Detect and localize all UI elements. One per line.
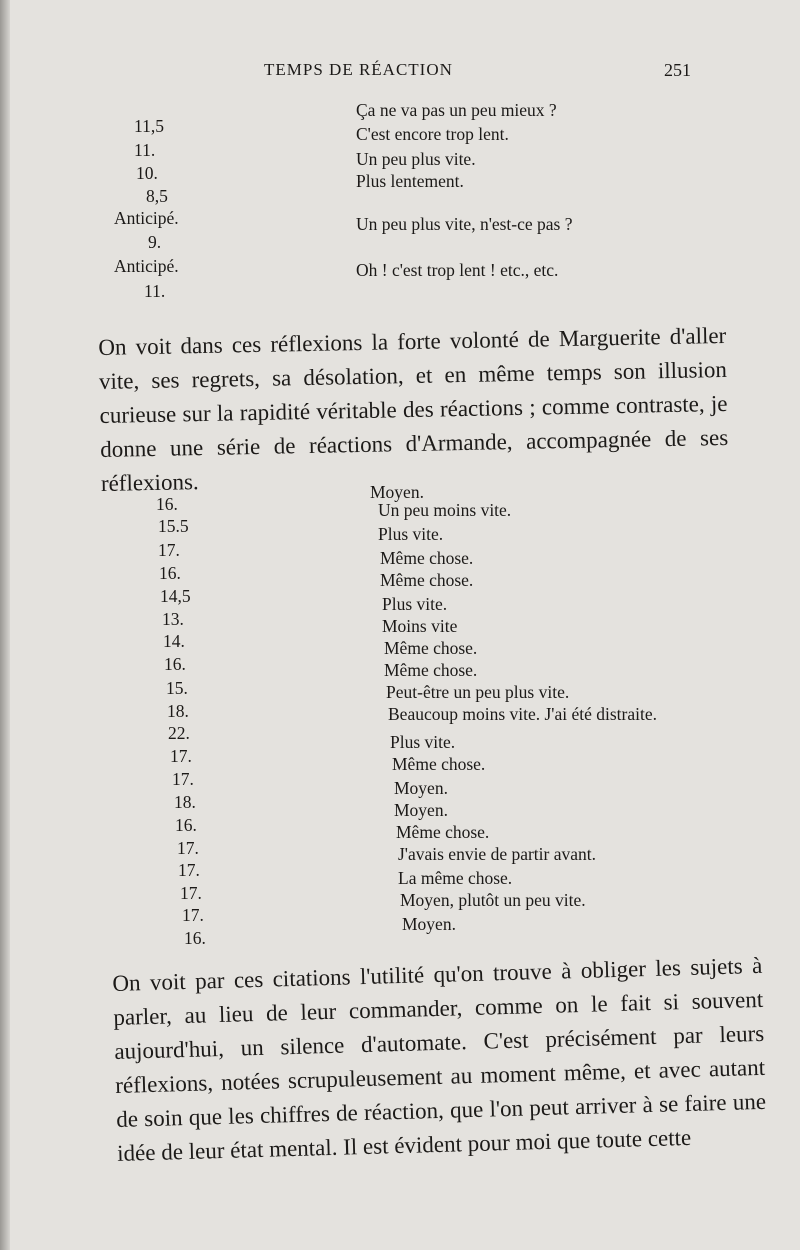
page-header — [0, 60, 800, 90]
remark: Même chose. — [380, 548, 474, 568]
remark: Moyen. — [402, 914, 456, 934]
remark: Même chose. — [392, 754, 486, 774]
reaction-time: 16. — [159, 563, 181, 583]
remark: Même chose. — [384, 660, 478, 680]
reaction-time: 11. — [144, 281, 166, 301]
reaction-time: 14. — [163, 631, 185, 651]
reaction-time: 18. — [167, 701, 189, 721]
reaction-time: 16. — [156, 494, 178, 514]
remark: Même chose. — [396, 822, 490, 842]
reaction-time: 17. — [170, 746, 192, 766]
reaction-time: 15. — [166, 678, 188, 698]
remark: La même chose. — [398, 868, 513, 888]
remark: C'est encore trop lent. — [356, 124, 509, 144]
reaction-time: 9. — [148, 232, 162, 252]
reaction-time: 16. — [175, 815, 197, 835]
remark: Moyen. — [370, 482, 424, 502]
remark: Moyen, plutôt un peu vite. — [400, 890, 586, 910]
paragraph-marguerite-commentary: On voit dans ces réflexions la forte volonté de Marguerite d'aller vite, ses regrets, sa désolation, et en même temps son illusion curieuse sur la rapidité véritable des réactions ; comme contraste, je donne une série de réactions d'Armande, accompagnée de ses réflexions. — [98, 322, 729, 496]
remark: Un peu plus vite, n'est-ce pas ? — [356, 214, 573, 234]
remark: Moyen. — [394, 778, 448, 798]
remark: Oh ! c'est trop lent ! etc., etc. — [356, 260, 559, 280]
remark: Plus vite. — [390, 732, 456, 752]
paragraph-conclusion: On voit par ces citations l'utilité qu'on trouve à obliger les sujets à parler, au lieu de leur commander, comme on le fait si souvent aujourd'hui, un silence d'automate. C'est précisément par leurs réflexions, notées scrupuleusement au moment même, et avec autant de soin que les chiffres de réaction, que l'on peut arriver à se faire une idée de leur état mental. Il est évident pour moi que toute cette — [112, 952, 767, 1166]
reaction-time: 17. — [178, 860, 200, 880]
reaction-time: 8,5 — [146, 186, 168, 206]
remark: J'avais envie de partir avant. — [398, 844, 597, 864]
binding-gutter — [0, 0, 10, 1250]
remark: Peut-être un peu plus vite. — [386, 682, 570, 702]
reaction-time: 11. — [134, 140, 156, 160]
reaction-time: 15.5 — [158, 516, 189, 536]
remark: Moins vite — [382, 616, 458, 636]
reaction-time: 22. — [168, 723, 190, 743]
remark: Même chose. — [384, 638, 478, 658]
remark: Beaucoup moins vite. J'ai été distraite. — [388, 704, 657, 724]
reaction-time: Anticipé. — [114, 256, 179, 276]
reaction-time: 10. — [136, 163, 158, 183]
reaction-time: 13. — [162, 609, 184, 629]
reaction-time: 18. — [174, 792, 196, 812]
reaction-time: 17. — [177, 838, 199, 858]
reaction-time: 17. — [172, 769, 194, 789]
reaction-time: Anticipé. — [114, 208, 179, 228]
remark: Moyen. — [394, 800, 448, 820]
running-title: TEMPS DE RÉACTION — [264, 60, 453, 79]
reaction-time: 11,5 — [134, 116, 164, 136]
reaction-time: 17. — [158, 540, 180, 560]
remark: Plus lentement. — [356, 171, 464, 191]
remark: Plus vite. — [382, 594, 448, 614]
reaction-time: 16. — [184, 928, 206, 948]
reaction-time: 16. — [164, 654, 186, 674]
remark: Plus vite. — [378, 524, 444, 544]
remark: Ça ne va pas un peu mieux ? — [356, 100, 557, 120]
reaction-time: 17. — [182, 905, 204, 925]
page-number: 251 — [664, 60, 691, 80]
reaction-time: 14,5 — [160, 586, 191, 606]
remark: Un peu plus vite. — [356, 149, 476, 169]
reaction-time: 17. — [180, 883, 202, 903]
remark: Un peu moins vite. — [378, 500, 512, 520]
remark: Même chose. — [380, 570, 474, 590]
